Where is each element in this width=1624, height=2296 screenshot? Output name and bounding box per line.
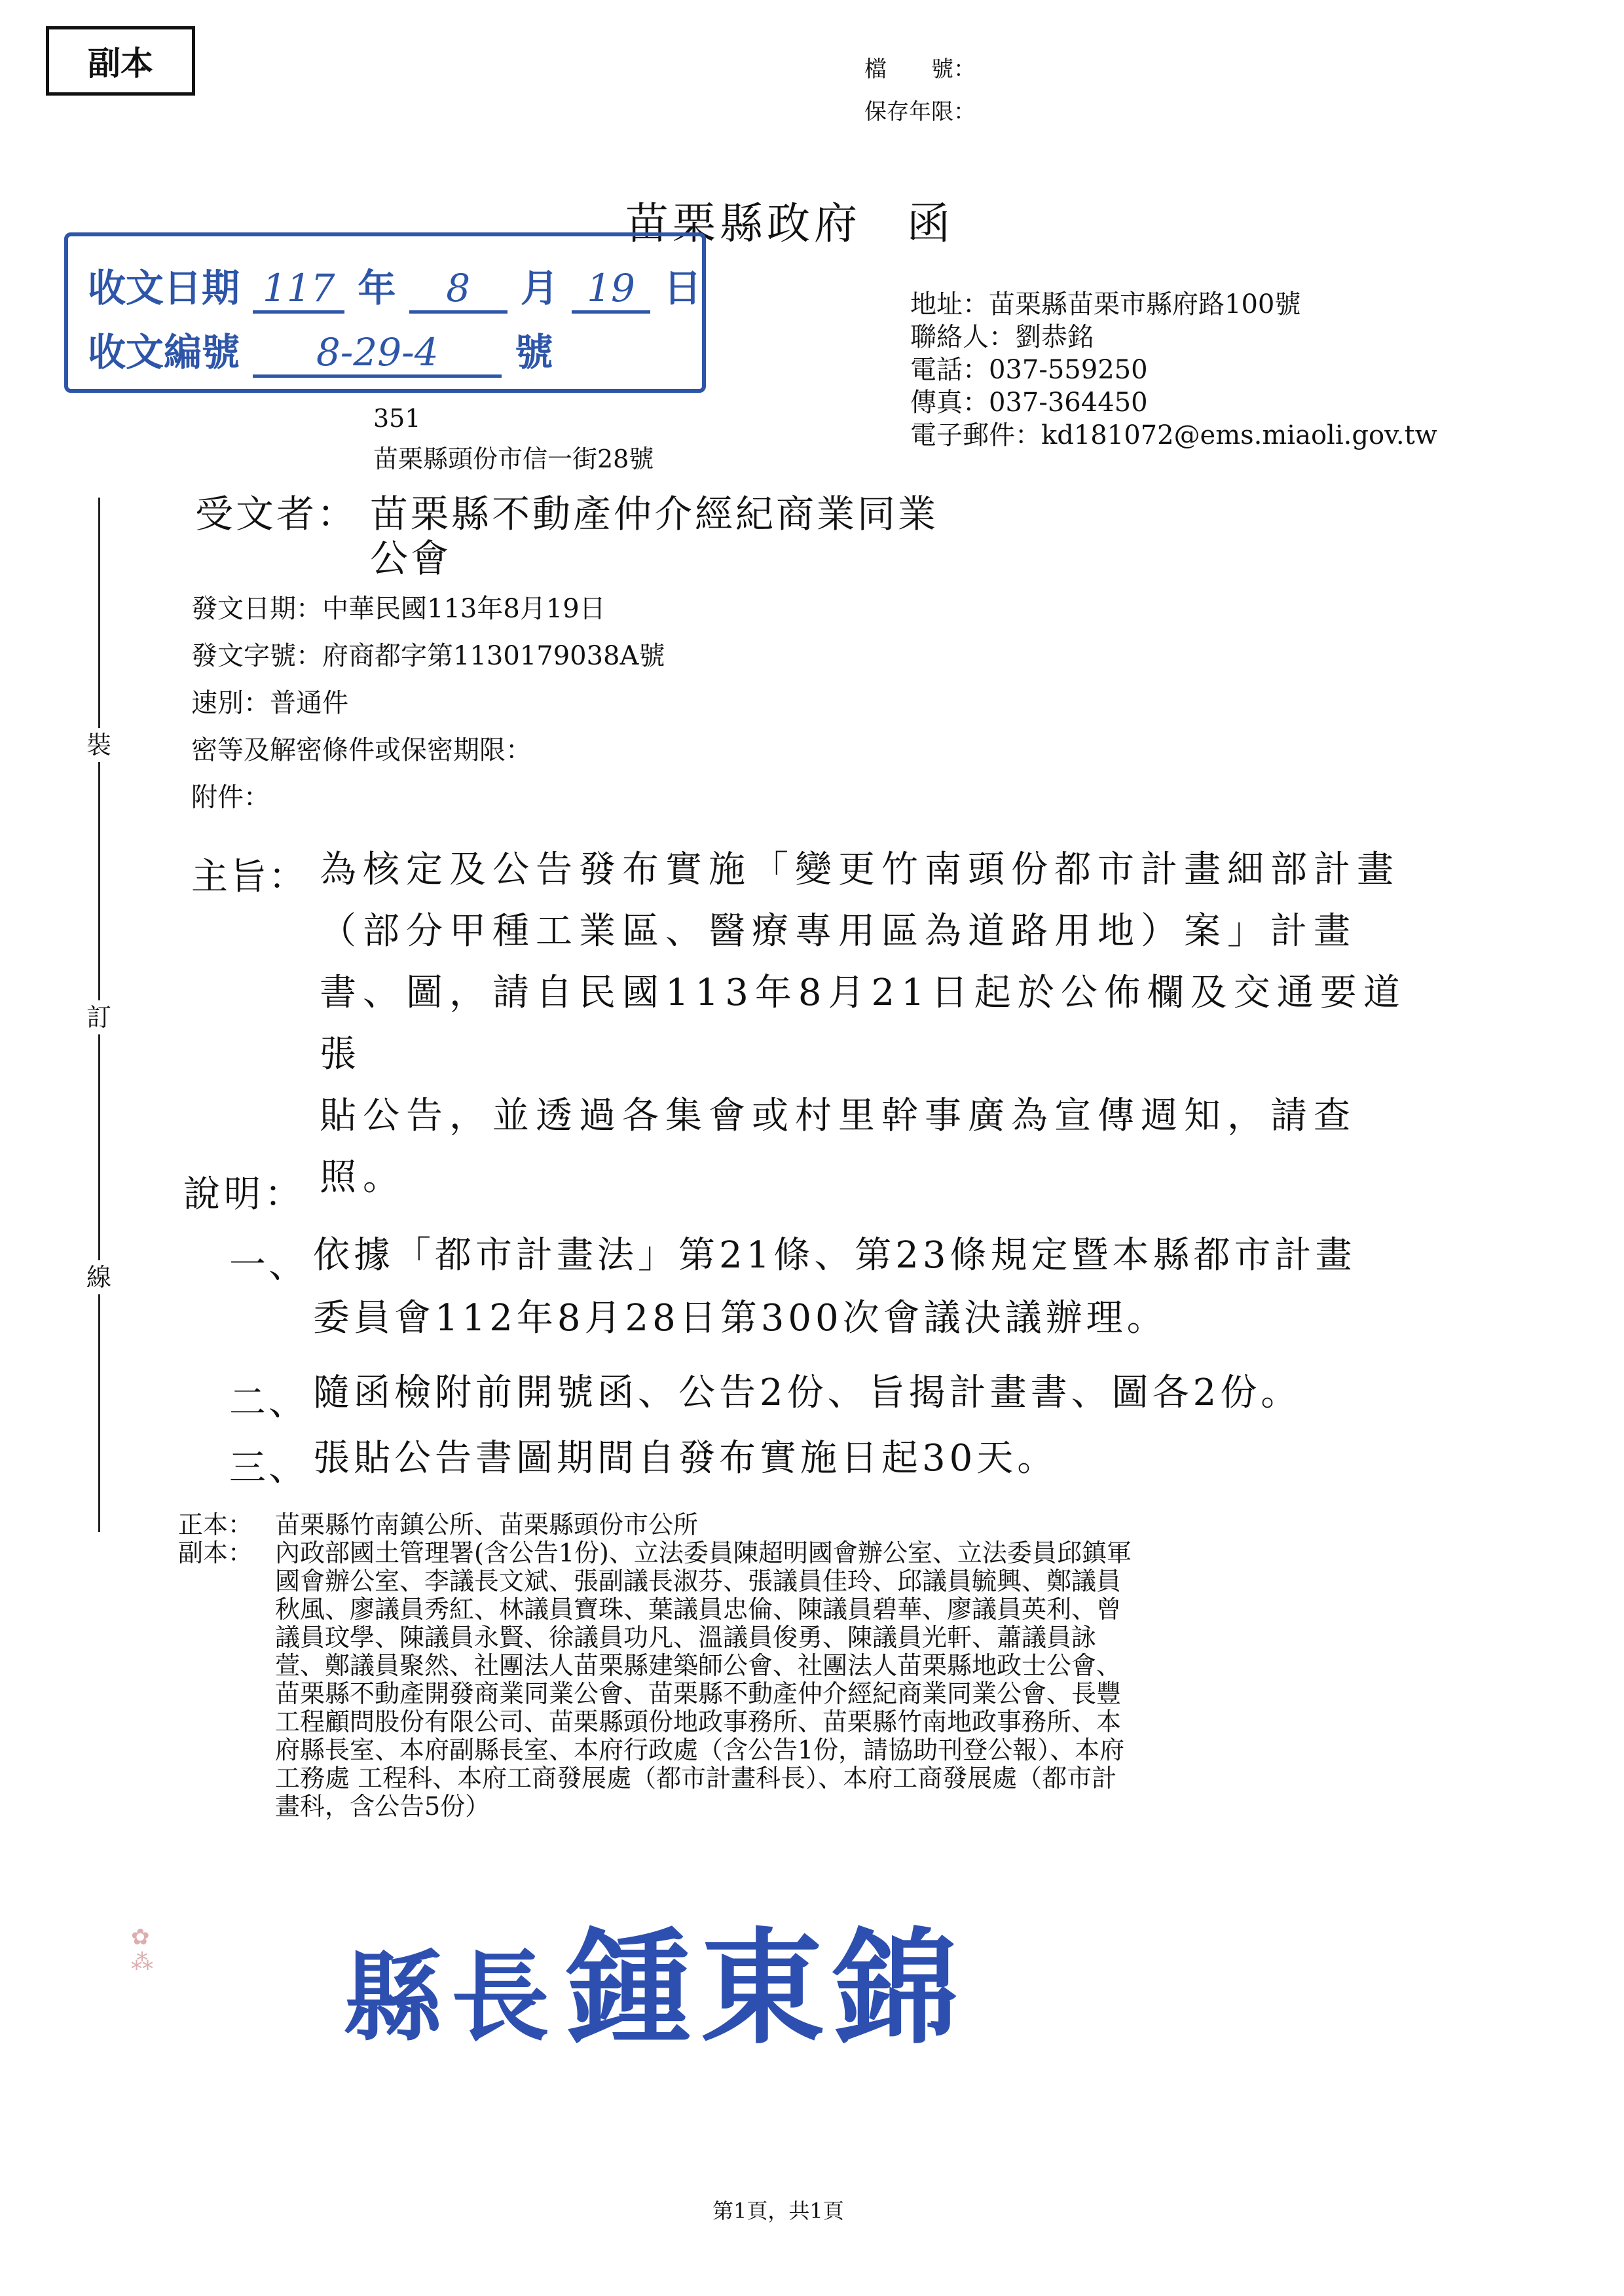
receipt-year-unit: 年 [358,266,396,310]
explanation-item-2-num: 二、 [229,1381,308,1424]
recipient-line-2: 公會 [370,536,452,581]
subject-line-3: 書、圖，請自民國113年8月21日起於公佈欄及交通要道張 [320,972,1407,1076]
contact-phone: 電話：037-559250 [910,355,1148,385]
retention-field: 保存年限： [864,99,976,125]
explanation-item-1-num: 一、 [229,1244,308,1286]
copy-label: 副本 [46,26,195,96]
contact-address: 地址：苗栗縣苗栗市縣府路100號 [910,289,1301,319]
faint-seal-mark: ✿ ⁂ [131,1924,153,1975]
subject-line-4: 貼公告，並透過各集會或村里幹事廣為宣傳週知，請查 [320,1095,1357,1137]
binding-char-3: 線 [82,1260,116,1294]
file-number-field: 檔 號： [864,56,976,82]
copy-line: 議員玟學、陳議員永賢、徐議員功凡、溫議員俊勇、陳議員光軒、蕭議員詠 [275,1623,1097,1652]
signature-name: 鍾東錦 [566,1916,968,2061]
copy-line: 內政部國土管理署(含公告1份)、立法委員陳超明國會辦公室、立法委員邱鎮軍 [275,1539,1132,1567]
receipt-month: 8 [409,266,507,314]
copy-recipients-label: 副本： [178,1539,253,1567]
receipt-month-unit: 月 [520,266,559,310]
receipt-number-label: 收文編號 [88,330,240,374]
classification: 密等及解密條件或保密期限： [191,735,532,765]
subject-line-5: 照。 [320,1156,406,1199]
receipt-number-row [88,321,553,378]
copy-line: 萱、鄭議員聚然、社團法人苗栗縣建築師公會、社團法人苗栗縣地政士公會、 [275,1651,1122,1680]
copy-line: 工務處 工程科、本府工商發展處（都市計畫科長）、本府工商發展處（都市計 [275,1764,1117,1793]
attachments: 附件： [191,782,270,812]
binding-char-1: 裝 [82,728,116,762]
explanation-item-1 [313,1224,1439,1350]
copy-line: 苗栗縣不動產開發商業同業公會、苗栗縣不動產仲介經紀商業同業公會、長豐 [275,1679,1122,1708]
contact-person: 聯絡人：劉恭銘 [910,322,1094,352]
receipt-number: 8-29-4 [253,330,502,378]
receipt-day: 19 [572,266,650,314]
copy-recipients [275,1539,1414,1821]
receipt-day-unit: 日 [663,266,702,310]
contact-fax: 傳真：037-364450 [910,388,1148,418]
document-type: 函 [907,198,954,249]
receipt-year: 117 [253,266,344,314]
mayor-signature-stamp [344,1889,967,2068]
contact-email: 電子郵件：kd181072@ems.miaoli.gov.tw [910,420,1437,450]
binding-char-2: 訂 [82,1000,116,1034]
explanation-item-1-line-2: 委員會112年8月28日第300次會議決議辦理。 [313,1297,1168,1339]
receipt-date-row [88,257,701,314]
speed-class: 速別：普通件 [191,688,348,718]
page-number: 第1頁，共1頁 [712,2198,844,2223]
explanation-item-3: 張貼公告書圖期間自發布實施日起30天。 [313,1437,1058,1480]
copy-line: 府縣長室、本府副縣長室、本府行政處（含公告1份，請協助刊登公報）、本府 [275,1736,1125,1764]
explanation-label: 說明： [183,1173,305,1216]
recipient-line-1: 苗栗縣不動產仲介經紀商業同業 [370,492,939,536]
postal-address: 苗栗縣頭份市信一街28號 [373,445,654,473]
agency-name: 苗栗縣政府 [625,198,861,249]
subject-line-2: （部分甲種工業區、醫療專用區為道路用地）案」計畫 [320,910,1357,953]
explanation-item-1-line-1: 依據「都市計畫法」第21條、第23條規定暨本縣都市計畫 [313,1234,1356,1277]
receipt-stamp [64,232,706,393]
explanation-item-3-num: 三、 [229,1447,308,1489]
subject-label: 主旨： [191,856,307,898]
original-recipients: 苗栗縣竹南鎮公所、苗栗縣頭份市公所 [275,1510,699,1539]
copy-line: 秋風、廖議員秀紅、林議員寶珠、葉議員忠倫、陳議員碧華、廖議員英利、曾 [275,1595,1122,1624]
subject-body [320,839,1433,1209]
recipient-label: 受文者： [195,492,358,536]
postal-code: 351 [373,404,421,433]
subject-line-1: 為核定及公告發布實施「變更竹南頭份都市計畫細部計畫 [320,848,1400,891]
copy-line: 工程顧問股份有限公司、苗栗縣頭份地政事務所、苗栗縣竹南地政事務所、本 [275,1707,1122,1736]
copy-line: 國會辦公室、李議長文斌、張副議長淑芬、張議員佳玲、邱議員毓興、鄭議員 [275,1567,1122,1595]
copy-line: 畫科，含公告5份） [275,1792,490,1821]
original-recipients-label: 正本： [178,1510,253,1539]
issue-date: 發文日期：中華民國113年8月19日 [191,594,606,624]
signature-title: 縣長 [344,1941,559,2055]
explanation-item-2: 隨函檢附前開號函、公告2份、旨揭計畫書、圖各2份。 [313,1372,1302,1414]
receipt-number-unit: 號 [515,330,553,374]
receipt-date-label: 收文日期 [88,266,240,310]
doc-number: 發文字號：府商都字第1130179038A號 [191,641,665,671]
